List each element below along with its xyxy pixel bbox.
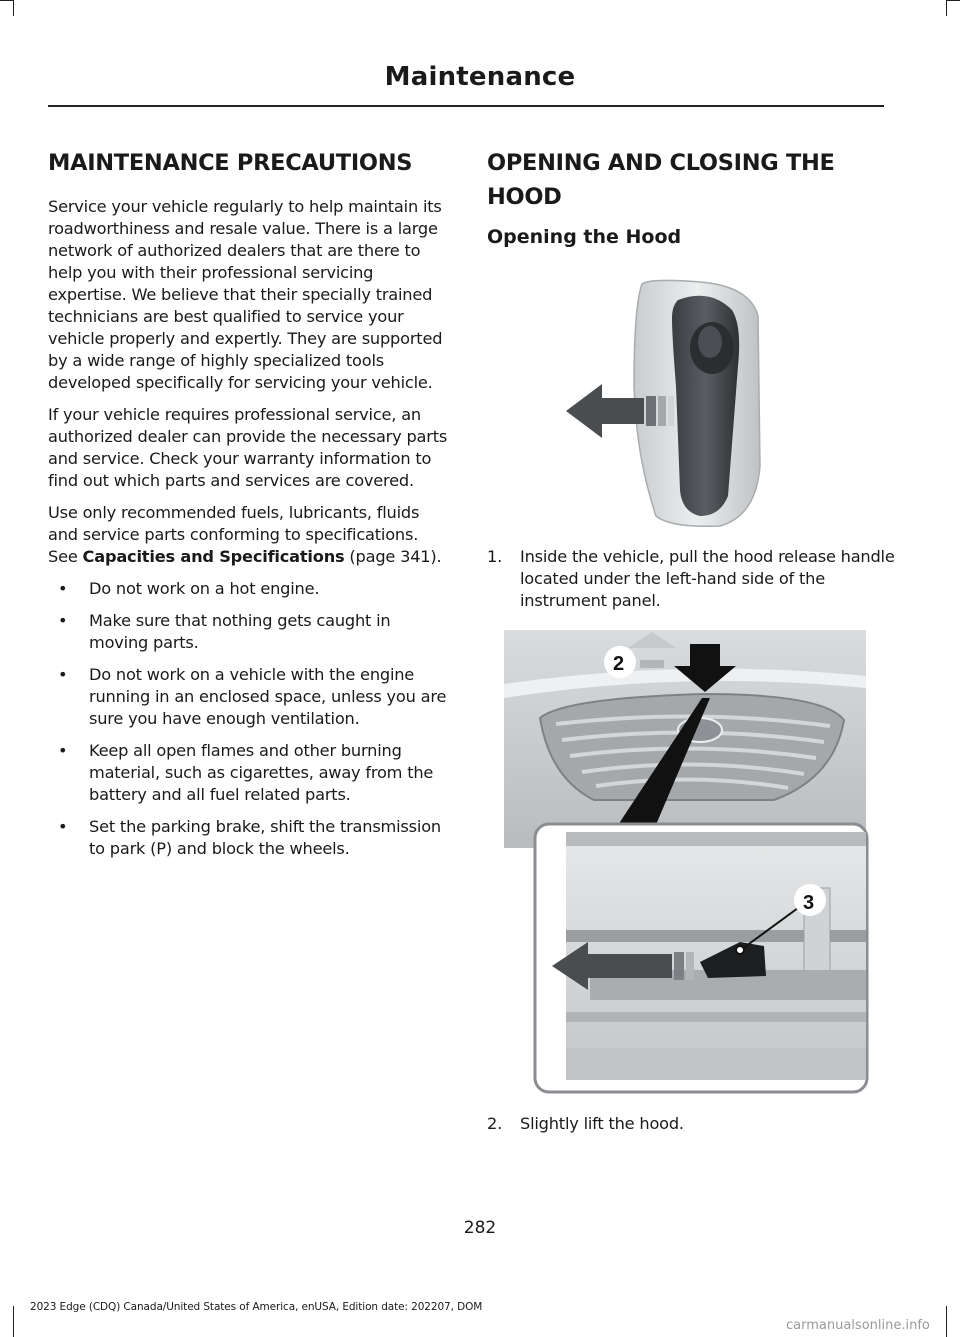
precautions-list xyxy=(48,578,450,860)
list-item-text: Set the parking brake, shift the transmission to park (P) and block the wheels. xyxy=(89,817,441,858)
list-item-text: Keep all open flames and other burning material, such as cigarettes, away from the battery and all fuel related parts. xyxy=(89,741,434,804)
step-text: Inside the vehicle, pull the hood release handle located under the left-hand side of the instrument panel. xyxy=(520,547,895,610)
list-item xyxy=(48,816,450,860)
paragraph: Service your vehicle regularly to help maintain its roadworthiness and resale value. There is a large network of authorized dealers that are there to help you with their professional servicing expertise. We believe that their specially trained technicians are best qualified to service your vehicle properly and expertly. They are supported by a wide range of highly specialized tools developed specifically for servicing your vehicle. xyxy=(48,197,443,392)
step-text: Slightly lift the hood. xyxy=(520,1114,684,1133)
crop-mark xyxy=(13,1306,14,1337)
list-item-text: Make sure that nothing gets caught in moving parts. xyxy=(89,611,391,652)
subheading-opening-the-hood: Opening the Hood xyxy=(487,226,682,248)
list-item xyxy=(48,578,450,600)
step-1 xyxy=(487,546,916,612)
bullet: • xyxy=(58,579,68,598)
list-item xyxy=(48,610,450,654)
paragraph xyxy=(48,502,450,568)
section-heading-opening-closing-hood xyxy=(487,146,887,214)
bullet: • xyxy=(58,611,68,630)
step-number: 1. xyxy=(487,547,503,566)
page-number: 282 xyxy=(463,1218,497,1238)
callout-3-label: 3 xyxy=(803,892,815,914)
page-header-title: Maintenance xyxy=(384,62,576,92)
crop-mark xyxy=(946,1306,947,1337)
step-number: 2. xyxy=(487,1114,503,1133)
paragraph: If your vehicle requires professional service, an authorized dealer can provide the necessary parts and service. Check your warranty information to find out which parts and services are covered. xyxy=(48,405,448,490)
bullet: • xyxy=(58,817,68,836)
footer-edition-info: 2023 Edge (CDQ) Canada/United States of America, enUSA, Edition date: 202207, DOM xyxy=(30,1301,483,1313)
hood-release-handle-illustration xyxy=(560,276,780,528)
crop-mark xyxy=(946,0,960,1)
heading-line: HOOD xyxy=(487,184,562,210)
watermark: carmanualsonline.info xyxy=(786,1318,930,1333)
list-item xyxy=(48,740,450,806)
crop-mark xyxy=(13,0,14,16)
callout-2-label: 2 xyxy=(613,653,625,675)
bullet: • xyxy=(58,665,68,684)
header-divider xyxy=(48,105,884,107)
list-item-text: Do not work on a vehicle with the engine running in an enclosed space, unless you are sure you have enough ventilation. xyxy=(89,665,447,728)
list-item xyxy=(48,664,450,730)
hood-latch-illustration xyxy=(504,628,870,1096)
paragraph-text: Use only recommended fuels, lubricants, fluids and service parts conforming to specifications. See xyxy=(48,503,420,566)
step-2 xyxy=(487,1113,916,1135)
list-item-text: Do not work on a hot engine. xyxy=(89,579,320,598)
section-heading-maintenance-precautions: MAINTENANCE PRECAUTIONS xyxy=(48,150,413,176)
bullet: • xyxy=(58,741,68,760)
right-column xyxy=(487,146,887,248)
crop-mark xyxy=(0,0,14,1)
page-reference: (page 341). xyxy=(344,547,442,566)
left-column xyxy=(48,146,450,870)
cross-reference-link[interactable]: Capacities and Specifications xyxy=(82,547,345,566)
heading-line: OPENING AND CLOSING THE xyxy=(487,150,835,176)
crop-mark xyxy=(946,0,947,16)
